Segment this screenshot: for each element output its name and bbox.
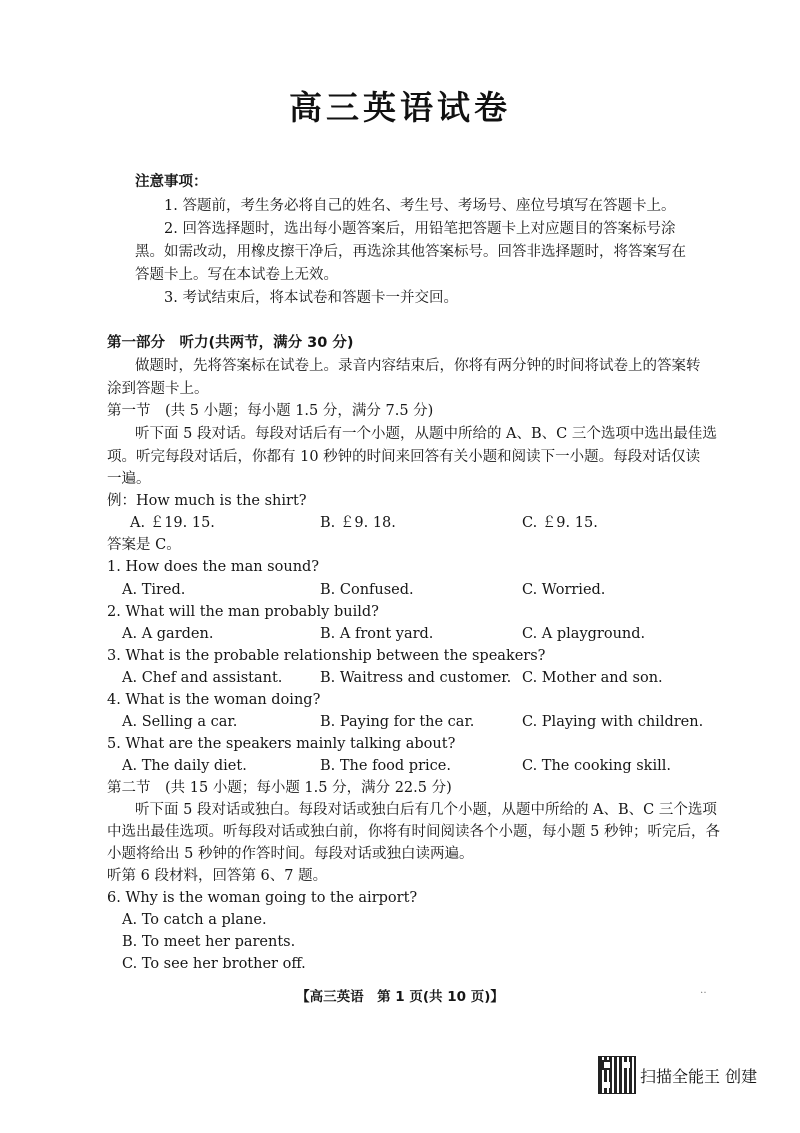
page-footer: 【高三英语 第 1 页(共 10 页)】 — [296, 989, 504, 1005]
q4-option-c: C. Playing with children. — [522, 714, 704, 730]
q3-option-a: A. Chef and assistant. — [122, 670, 283, 686]
q1-option-a: A. Tired. — [122, 582, 186, 598]
q5-option-c: C. The cooking skill. — [522, 758, 671, 774]
q2-option-b: B. A front yard. — [320, 626, 434, 642]
example-option-c: C. ￡9. 15. — [522, 515, 598, 531]
part1-intro: 涂到答题卡上。 — [107, 381, 209, 397]
scanner-watermark: 扫描全能王 创建 — [640, 1067, 758, 1086]
material-note: 听第 6 段材料，回答第 6、7 题。 — [107, 868, 328, 884]
question-5: 5. What are the speakers mainly talking about? — [107, 736, 456, 752]
question-2: 2. What will the man probably build? — [107, 604, 379, 620]
section2-heading: 第二节 (共 15 小题；每小题 1.5 分，满分 22.5 分) — [107, 780, 452, 796]
part1-intro: 做题时，先将答案标在试卷上。录音内容结束后，你将有两分钟的时间将试卷上的答案转 — [135, 358, 701, 374]
part1-heading: 第一部分 听力(共两节，满分 30 分) — [107, 335, 354, 351]
q6-option-c: C. To see her brother off. — [122, 956, 306, 972]
q1-option-c: C. Worried. — [522, 582, 606, 598]
section2-intro: 听下面 5 段对话或独白。每段对话或独白后有几个小题，从题中所给的 A、B、C 三个选项 — [135, 802, 717, 818]
notice-item: 3. 考试结束后，将本试卷和答题卡一并交回。 — [164, 290, 458, 306]
qr-code-icon — [598, 1056, 636, 1094]
q5-option-a: A. The daily diet. — [122, 758, 247, 774]
q4-option-a: A. Selling a car. — [122, 714, 238, 730]
q2-option-a: A. A garden. — [122, 626, 214, 642]
question-1: 1. How does the man sound? — [107, 559, 320, 575]
question-4: 4. What is the woman doing? — [107, 692, 321, 708]
footer-mark: ‥ — [700, 985, 707, 996]
section1-intro: 一遍。 — [107, 471, 151, 487]
q6-option-b: B. To meet her parents. — [122, 934, 296, 950]
notice-item: 2. 回答选择题时，选出每小题答案后，用铅笔把答题卡上对应题目的答案标号涂 — [164, 221, 676, 237]
question-6: 6. Why is the woman going to the airport? — [107, 890, 418, 906]
q4-option-b: B. Paying for the car. — [320, 714, 475, 730]
q2-option-c: C. A playground. — [522, 626, 646, 642]
notice-heading: 注意事项： — [135, 174, 208, 190]
notice-item: 答题卡上。写在本试卷上无效。 — [135, 267, 338, 283]
q3-option-c: C. Mother and son. — [522, 670, 663, 686]
example-option-b: B. ￡9. 18. — [320, 515, 396, 531]
notice-item: 黑。如需改动，用橡皮擦干净后，再选涂其他答案标号。回答非选择题时，将答案写在 — [135, 244, 686, 260]
section1-intro: 项。听完每段对话后，你都有 10 秒钟的时间来回答有关小题和阅读下一小题。每段对话仅读 — [107, 449, 701, 465]
q1-option-b: B. Confused. — [320, 582, 414, 598]
question-3: 3. What is the probable relationship between the speakers? — [107, 648, 546, 664]
q3-option-b: B. Waitress and customer. — [320, 670, 512, 686]
section1-heading: 第一节 (共 5 小题；每小题 1.5 分，满分 7.5 分) — [107, 403, 434, 419]
section1-intro: 听下面 5 段对话。每段对话后有一个小题，从题中所给的 A、B、C 三个选项中选出最佳选 — [135, 426, 717, 442]
section2-intro: 中选出最佳选项。听每段对话或独白前，你将有时间阅读各个小题，每小题 5 秒钟；听完后，各 — [107, 824, 720, 840]
q5-option-b: B. The food price. — [320, 758, 451, 774]
example-question: 例：How much is the shirt? — [107, 493, 307, 509]
example-answer: 答案是 C。 — [107, 537, 181, 553]
exam-title: 高三英语试卷 — [289, 88, 511, 127]
section2-intro: 小题将给出 5 秒钟的作答时间。每段对话或独白读两遍。 — [107, 846, 474, 862]
example-option-a: A. ￡19. 15. — [130, 515, 215, 531]
q6-option-a: A. To catch a plane. — [122, 912, 267, 928]
notice-item: 1. 答题前，考生务必将自己的姓名、考生号、考场号、座位号填写在答题卡上。 — [164, 198, 676, 214]
